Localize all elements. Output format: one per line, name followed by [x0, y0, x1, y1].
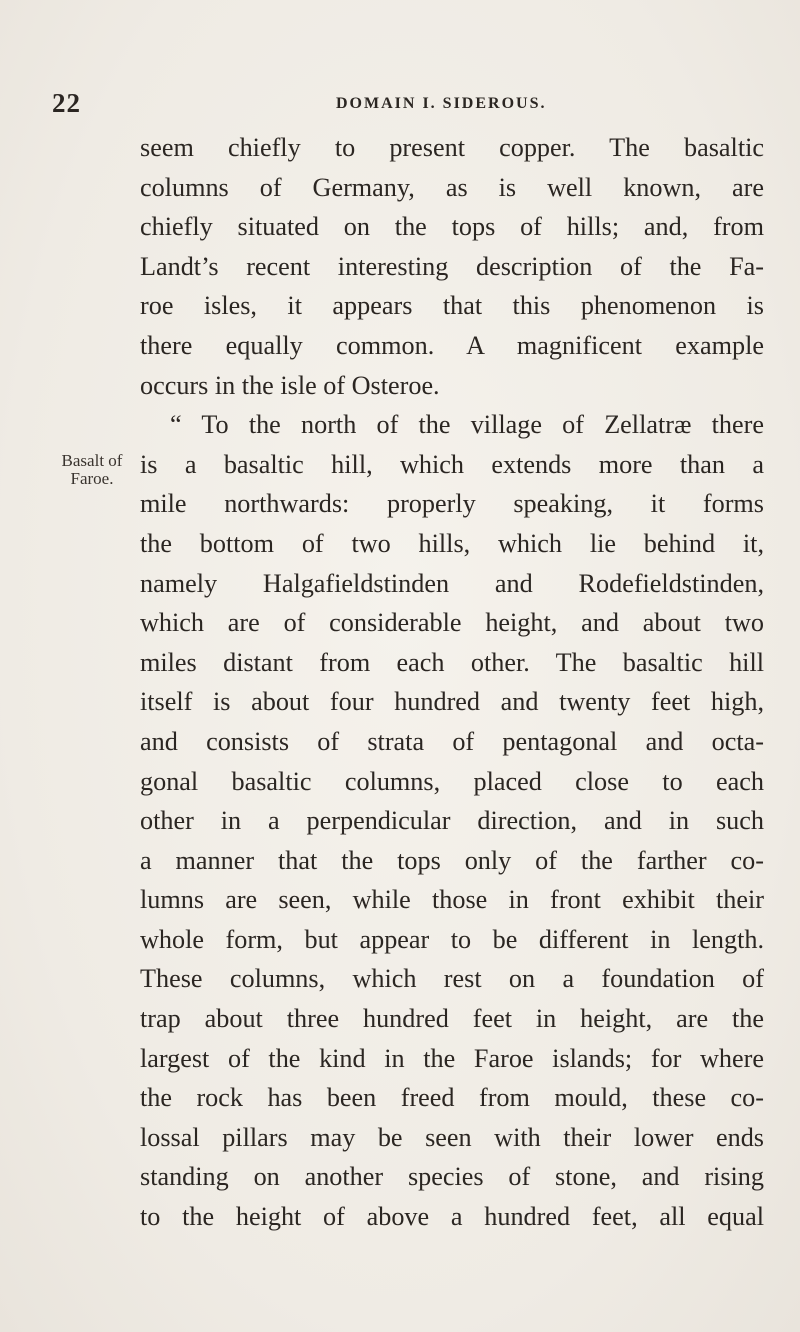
text-line: largest of the kind in the Faroe islands; for where	[140, 1043, 764, 1073]
text-line: there equally common. A magnificent example	[140, 330, 764, 360]
margin-note	[46, 452, 138, 488]
text-line: itself is about four hundred and twenty feet high,	[140, 687, 764, 717]
running-head: DOMAIN I. SIDEROUS.	[336, 95, 547, 112]
text-line: gonal basaltic columns, placed close to each	[140, 766, 764, 796]
text-line: roe isles, it appears that this phenomenon is	[140, 291, 764, 321]
text-line: “ To the north of the village of Zellatræ there	[170, 410, 764, 440]
text-line: other in a perpendicular direction, and in such	[140, 806, 764, 836]
text-line: occurs in the isle of Osteroe.	[140, 370, 440, 400]
text-line: lumns are seen, while those in front exhibit their	[140, 885, 764, 915]
text-line: lossal pillars may be seen with their lower ends	[140, 1122, 764, 1152]
text-line: which are of considerable height, and about two	[140, 608, 764, 638]
text-line: the rock has been freed from mould, these co-	[140, 1083, 764, 1113]
text-line: chiefly situated on the tops of hills; and, from	[140, 212, 764, 242]
text-line: the bottom of two hills, which lie behind it,	[140, 528, 764, 558]
text-line: These columns, which rest on a foundation of	[140, 964, 764, 994]
text-line: miles distant from each other. The basaltic hill	[140, 647, 764, 677]
text-line: namely Halgafieldstinden and Rodefieldstinden,	[140, 568, 764, 598]
text-line: to the height of above a hundred feet, all equal	[140, 1202, 764, 1232]
text-line: columns of Germany, as is well known, are	[140, 172, 764, 202]
text-line: Landt’s recent interesting description of the Fa-	[140, 251, 764, 281]
text-line: trap about three hundred feet in height, are the	[140, 1004, 764, 1034]
body-text	[140, 128, 764, 1237]
margin-note-line: Faroe.	[70, 469, 114, 488]
margin-note-line: Basalt of	[61, 451, 123, 470]
text-line: a manner that the tops only of the farther co-	[140, 845, 764, 875]
text-line: whole form, but appear to be different in length.	[140, 924, 764, 954]
text-line: and consists of strata of pentagonal and octa-	[140, 726, 764, 756]
text-line: is a basaltic hill, which extends more than a	[140, 449, 764, 479]
text-line: standing on another species of stone, and rising	[140, 1162, 764, 1192]
text-line: mile northwards: properly speaking, it forms	[140, 489, 764, 519]
page-number: 22	[52, 88, 81, 118]
text-line: seem chiefly to present copper. The basaltic	[140, 133, 764, 162]
